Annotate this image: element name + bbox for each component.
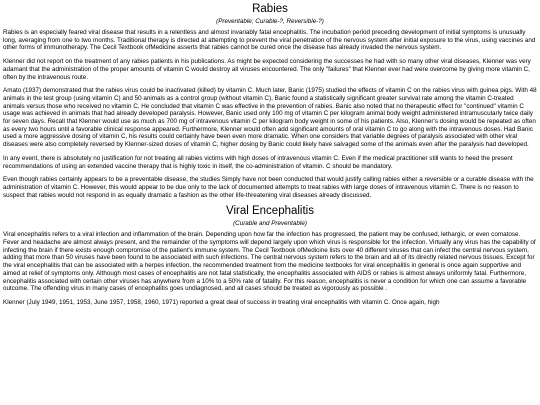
paragraph: In any event, there is absolutely no justification for not treating all rabies victims with high doses of intravenous vitamin C. Even if the medical practitioner still wants to heed the present recommendations of using an extended vaccine therapy that is highly toxic in itself, the co-administration of vitamin. C should be mandatory. xyxy=(3,154,513,170)
section-title-rabies: Rabies xyxy=(252,3,288,15)
section-subtitle-rabies: (Preventable; Curable-?, Reversible-?) xyxy=(216,18,324,25)
paragraph: Klenner did not report on the treatment of any rabies patients in his publications. As might be expected considering the successes he had with so many other viral diseases, Klenner was very adamant that the administration of the proper amounts of vitamin C would destroy all viruses encountered. The only "failures" that Klenner ever had were overcome by giving more vitamin C, often by the intravenous route. xyxy=(3,58,531,81)
paragraph: Amato (1937) demonstrated that the rabies virus could be inactivated (killed) by vitamin C. Much later, Banic (1975) studied the effects of vitamin C on the rabies virus with guinea pigs. With 48 animals in the test group (using vitamin C) and 50 animals as a control group (without vitamin C), Banic found a statistically significant greater survival rate among the vitamin C-treated animals versus those who received no vitamin C. He concluded that vitamin C was effective in the prevention of rabies. Banic also noted that no therapeutic effect for "continued" vitamin C usage was achieved in animals that had already developed paralysis. However, Banic used only 100 mg of vitamin C per kilogram animal body weight administered intramuscularly twice daily for seven days. Recall that Klenner would use as much as 700 mg of intravenous vitamin C per kilogram body weight in some of his patients. Also, Klenner's dosing would be repeated as often as every two hours until a favorable clinical response appeared. Furthermore, Klenner would often add significant amounts of oral vitamin C to go along with the intravenous doses. Had Banic used a more aggressive dosing of vitamin C, his results could certainly have been even more dramatic. When one considers that variable degrees of paralysis associated with other viral diseases were also completely reversed by Klenner-sized doses of vitamin C, higher dosing by Banic could likely have salvaged some of the animals even after the paralysis had developed. xyxy=(3,87,537,149)
paragraph: Even though rabies certainly appears to be a preventable disease, the studies Simply have not been conducted that would justify calling rabies either a reversible or a curable disease with the administration of vitamin C. However, this would appear to be due only to the lack of documented attempts to treat rabies with large doses of intravenous vitamin C. There is no reason to suspect that rabies would not respond in as equally dramatic a fashion as the other life-threatening viral diseases already discussed. xyxy=(3,176,534,199)
section-title-viral-encephalitis: Viral Encephalitis xyxy=(225,205,314,218)
paragraph: Viral encephalitis refers to a viral infection and inflammation of the brain. Depending upon how far the infection has progressed, the patient may be confused, lethargic, or even comatose. Fever and headache are almost always present, and the remainder of the symptoms will depend largely upon which virus is responsible for the infection. Virtually any virus has the capability of infecting the brain if there exists enough compromise of the patient's immune system. The Cecil Textbook ofMedicine lists over 40 different viruses that can infect the central nervous system, adding that more than 50 viruses have been found to be associated with such infections. The central nervous system refers to the brain and all of its directly related nervous tissues. Except for the viral encephalitis that can be associated with a herpes infection, the recommended treatment from the medicine textbooks for viral encephalitis in general is once again supportive and aimed at relief of symptoms only. Although most cases of encephalitis are not fatal statistically, the encephalitis associated with AIDS or rabies is almost always uniformly fatal. Furthermore, encephalitis associated with certain other viruses has anywhere from a 10% to a 50% rate of fatality. For this reason, encephalitis is never a condition for which one can assume a favorable outcome. The offending virus in many cases of encephalitis goes undiagnosed, and all cases should be treated as vigorously as possible . xyxy=(3,231,536,293)
section-subtitle-viral-encephalitis: (Curable and Preventable) xyxy=(233,220,307,228)
paragraph: Rabies is an especially feared viral disease that results in a relentless and almost invariably fatal encephalitis. The incubation period preceding development of initial symptoms is unusually long, averaging from one to two months. Traditional therapy is directed at attempting to prevent the viral penetration of the nervous system after initial exposure to the virus, using vaccines and other forms of immunotherapy. The Cecil Textbook ofMedicine asserts that rabies cannot be cured once the disease has already invaded the nervous system. xyxy=(3,29,536,52)
paragraph: Klenner (July 1949, 1951, 1953, June 1957, 1958, 1960, 1971) reported a great deal of success in treating viral encephalitis with vitamin C. Once again, high xyxy=(3,298,440,306)
